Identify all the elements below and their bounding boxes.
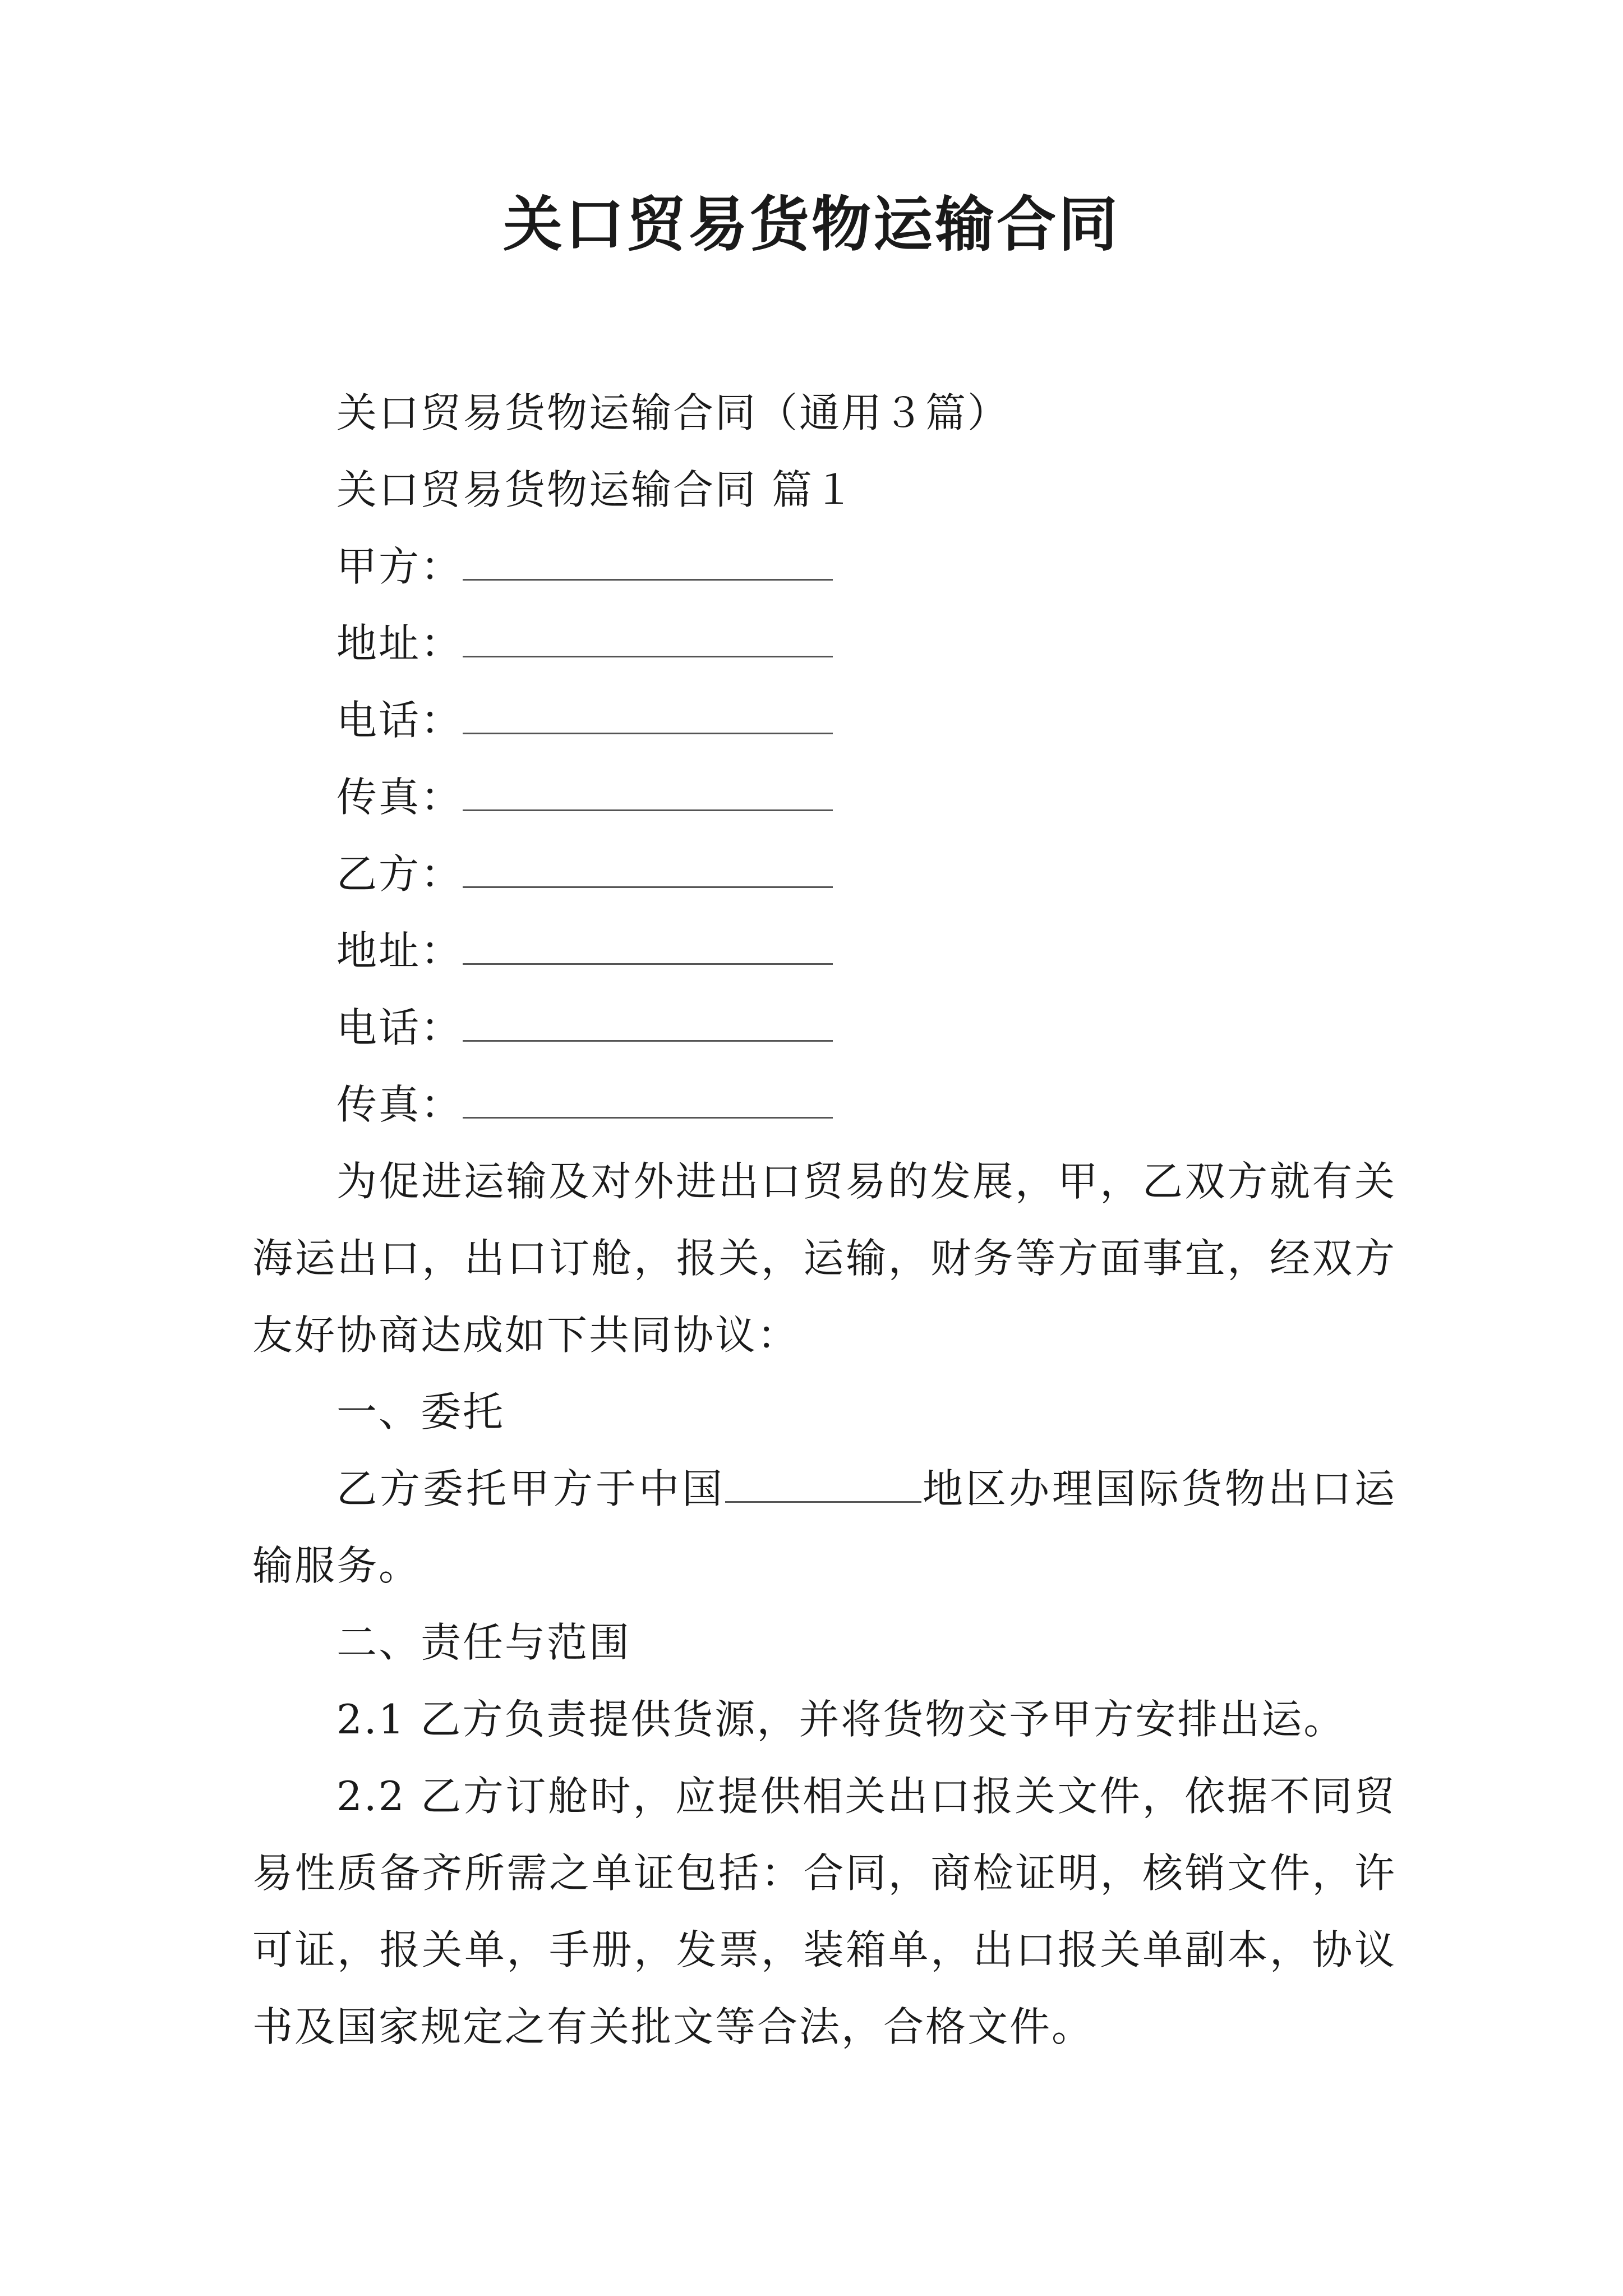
clause-1-text-before: 乙方委托甲方于中国	[336, 1465, 725, 1512]
party-b-name-label: 乙方：	[336, 850, 463, 898]
clause-2-1: 2.1 乙方负责提供货源，并将货物交予甲方安排出运。	[336, 1696, 1346, 1743]
party-a-fax-label: 传真：	[336, 774, 463, 821]
party-a-name-label: 甲方：	[336, 543, 463, 590]
section-heading: 关口贸易货物运输合同 篇１	[336, 466, 856, 513]
intro-paragraph: 为促进运输及对外进出口贸易的发展，甲，乙双方就有关海运出口，出口订舱，报关，运输，财务等方面事宜，经双方友好协商达成如下共同协议：	[252, 1158, 1396, 1359]
document-title: 关口贸易货物运输合同	[503, 189, 1120, 259]
party-b-address-blank	[463, 928, 833, 965]
document-body	[252, 375, 1396, 2065]
party-b-phone-row	[252, 990, 1396, 1066]
clause-1-text	[252, 1451, 1396, 1604]
clause-2-heading: 二、责任与范围	[336, 1619, 631, 1666]
subtitle: 关口贸易货物运输合同（通用３篇）	[336, 389, 1010, 436]
party-b-fax-label: 传真：	[336, 1081, 463, 1128]
party-b-name-blank	[463, 852, 833, 888]
party-a-phone-label: 电话：	[336, 697, 463, 744]
party-b-address-row	[252, 913, 1396, 990]
party-b-fax-blank	[463, 1082, 833, 1119]
party-a-fax-blank	[463, 775, 833, 811]
party-a-address-label: 地址：	[336, 620, 463, 667]
party-a-phone-blank	[463, 698, 833, 734]
clause-1-heading: 一、委托	[336, 1388, 505, 1435]
party-a-address-row	[252, 605, 1396, 682]
party-b-name-row	[252, 836, 1396, 913]
region-blank	[725, 1466, 921, 1503]
party-a-fax-row	[252, 759, 1396, 836]
party-a-phone-row	[252, 682, 1396, 759]
party-b-phone-blank	[463, 1005, 833, 1042]
party-b-address-label: 地址：	[336, 927, 463, 974]
party-a-name-blank	[463, 544, 833, 581]
clause-1-text-after: 地区办理国际货物出口运输服务。	[252, 1465, 1396, 1589]
party-a-address-blank	[463, 621, 833, 657]
party-b-phone-label: 电话：	[336, 1004, 463, 1051]
party-a-name-row	[252, 528, 1396, 605]
party-b-fax-row	[252, 1066, 1396, 1143]
clause-2-2: 2.2 乙方订舱时，应提供相关出口报关文件，依据不同贸易性质备齐所需之单证包括：合同，商检证明，核销文件，许可证，报关单，手册，发票，装箱单，出口报关单副本，协议书及国家规定之有关批文等合法，合格文件。	[252, 1773, 1396, 2050]
